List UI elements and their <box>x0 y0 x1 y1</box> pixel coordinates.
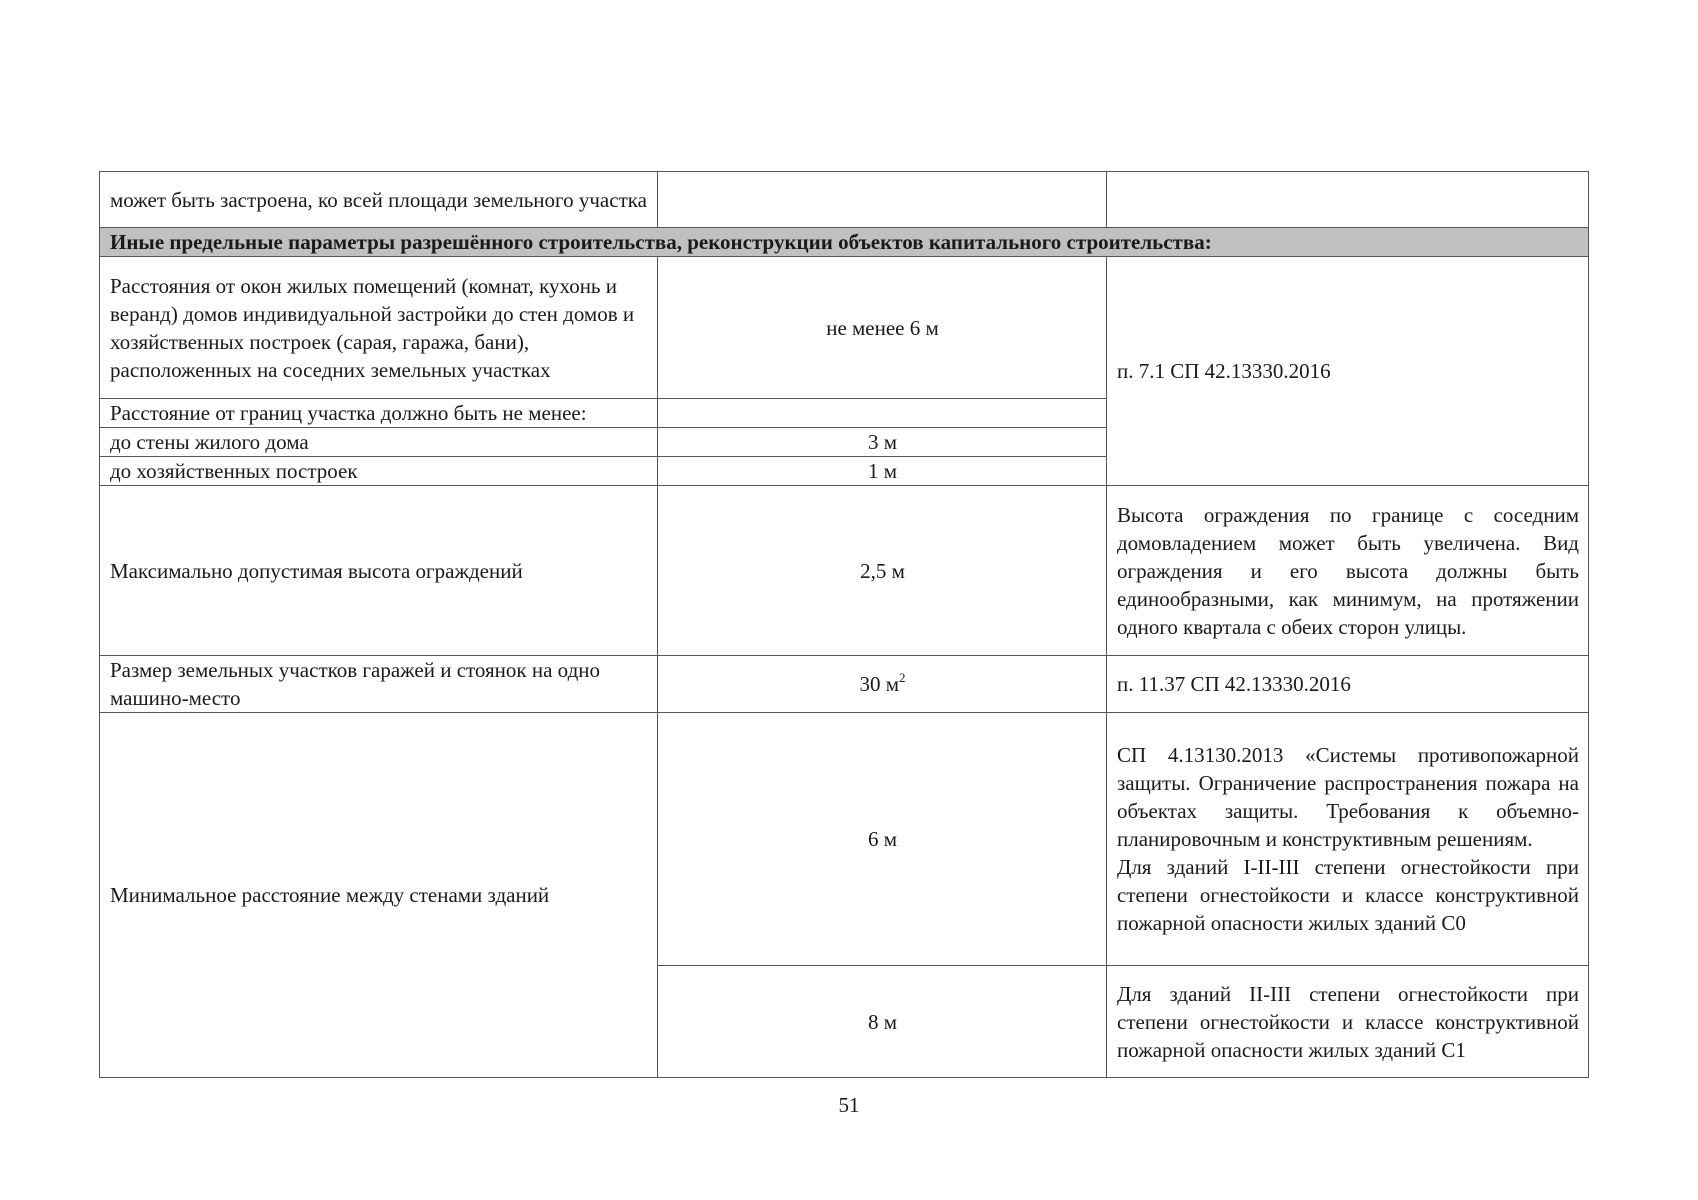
note-cell <box>1107 713 1589 966</box>
param-cell: до хозяйственных построек <box>100 457 658 486</box>
param-cell: Минимальное расстояние между стенами зданий <box>100 713 658 1078</box>
value-cell: не менее 6 м <box>658 257 1107 399</box>
note-cell: Высота ограждения по границе с соседним домовладением может быть увеличена. Вид ограждения и его высота должны быть единообразными, как минимум, на протяжении одного квартала с обеих сторон улицы. <box>1107 486 1589 656</box>
value-cell: 6 м <box>658 713 1107 966</box>
table-row <box>100 656 1589 713</box>
note-cell: п. 11.37 СП 42.13330.2016 <box>1107 656 1589 713</box>
table-row <box>100 172 1589 228</box>
param-cell: Максимально допустимая высота ограждений <box>100 486 658 656</box>
value-cell <box>658 656 1107 713</box>
table-row <box>100 713 1589 966</box>
value-cell: 2,5 м <box>658 486 1107 656</box>
page-number: 51 <box>838 1093 860 1117</box>
section-header-row <box>100 228 1589 257</box>
parameters-table <box>99 171 1589 1078</box>
param-cell: до стены жилого дома <box>100 428 658 457</box>
note-cell: п. 7.1 СП 42.13330.2016 <box>1107 257 1589 486</box>
note-paragraph: СП 4.13130.2013 «Системы противопожарной защиты. Ограничение распространения пожара на объектах защиты. Требования к объемно-планировочным и конструктивным решениям. <box>1117 743 1579 851</box>
value-cell <box>658 172 1107 228</box>
param-cell: может быть застроена, ко всей площади земельного участка <box>100 172 658 228</box>
section-header: Иные предельные параметры разрешённого строительства, реконструкции объектов капитального строительства: <box>100 228 1589 257</box>
note-cell: Для зданий II-III степени огнестойкости при степени огнестойкости и классе конструктивной пожарной опасности жилых зданий С1 <box>1107 966 1589 1078</box>
param-cell: Размер земельных участков гаражей и стоянок на одно машино-место <box>100 656 658 713</box>
value-cell: 8 м <box>658 966 1107 1078</box>
param-cell: Расстояния от окон жилых помещений (комнат, кухонь и веранд) домов индивидуальной застройки до стен домов и хозяйственных построек (сарая, гаража, бани), расположенных на соседних земельных участках <box>100 257 658 399</box>
value-cell: 1 м <box>658 457 1107 486</box>
value-cell: 3 м <box>658 428 1107 457</box>
note-cell <box>1107 172 1589 228</box>
superscript: 2 <box>899 670 906 685</box>
table-row <box>100 257 1589 399</box>
param-cell: Расстояние от границ участка должно быть не менее: <box>100 399 658 428</box>
note-paragraph: Для зданий I-II-III степени огнестойкости при степени огнестойкости и классе конструктивной пожарной опасности жилых зданий С0 <box>1117 855 1579 935</box>
table-row <box>100 486 1589 656</box>
value-text: 30 м <box>859 672 900 696</box>
value-cell <box>658 399 1107 428</box>
